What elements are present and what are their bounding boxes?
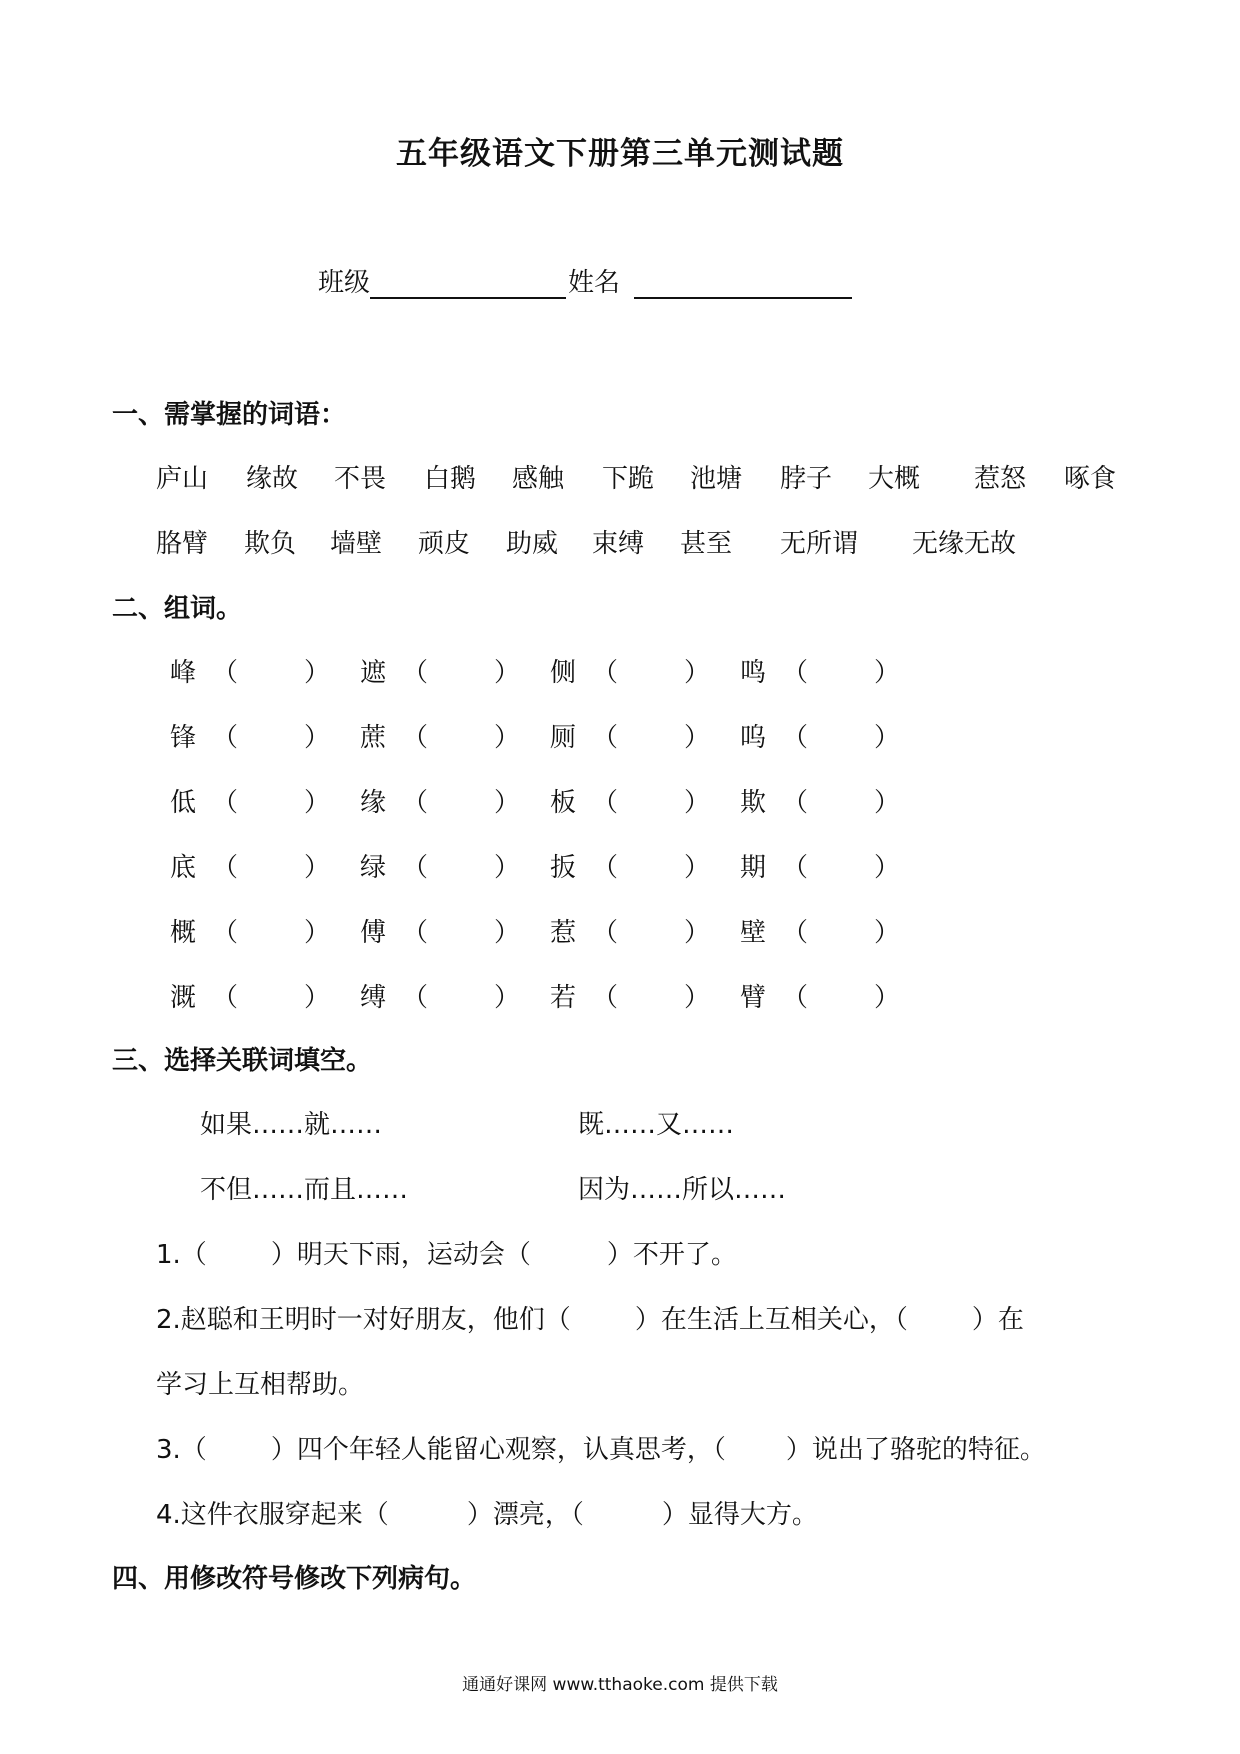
- answer-close-paren: ）: [684, 853, 711, 883]
- question-1: [156, 1234, 737, 1271]
- answer-close-paren: ）: [684, 918, 711, 948]
- base-character: 壁: [740, 918, 767, 948]
- question-2-continued: 学习上互相帮助。: [156, 1370, 365, 1400]
- answer-open-paren[interactable]: （: [782, 723, 809, 753]
- base-character: 缚: [360, 983, 387, 1013]
- question-text: 2.赵聪和王明时一对好朋友，他们（: [156, 1305, 571, 1335]
- answer-open-paren[interactable]: （: [592, 918, 619, 948]
- conjunction-option: 如果……就……: [200, 1110, 383, 1140]
- question-text: ）说出了骆驼的特征。: [785, 1435, 1046, 1465]
- answer-open-paren[interactable]: （: [212, 658, 239, 688]
- answer-close-paren: ）: [494, 918, 521, 948]
- answer-close-paren: ）: [874, 723, 901, 753]
- base-character: 锋: [170, 723, 197, 753]
- vocab-word: 顽皮: [418, 529, 471, 559]
- question-4: [156, 1494, 818, 1531]
- class-label: 班级: [318, 268, 371, 298]
- name-blank[interactable]: [634, 267, 852, 299]
- answer-open-paren[interactable]: （: [212, 788, 239, 818]
- answer-open-paren[interactable]: （: [402, 853, 429, 883]
- answer-close-paren: ）: [874, 983, 901, 1013]
- base-character: 呜: [740, 723, 767, 753]
- section4-heading: 四、用修改符号修改下列病句。: [112, 1564, 477, 1594]
- conjunction-option: 既……又……: [578, 1110, 735, 1140]
- base-character: 溉: [170, 983, 197, 1013]
- answer-close-paren: ）: [494, 658, 521, 688]
- vocab-word: 束缚: [592, 529, 645, 559]
- answer-open-paren[interactable]: （: [592, 983, 619, 1013]
- base-character: 蔗: [360, 723, 387, 753]
- base-character: 若: [550, 983, 577, 1013]
- answer-open-paren[interactable]: （: [402, 983, 429, 1013]
- base-character: 遮: [360, 658, 387, 688]
- answer-open-paren[interactable]: （: [212, 983, 239, 1013]
- base-character: 傅: [360, 918, 387, 948]
- vocab-word: 甚至: [680, 529, 733, 559]
- answer-close-paren: ）: [304, 983, 331, 1013]
- answer-close-paren: ）: [684, 723, 711, 753]
- class-blank[interactable]: [370, 267, 566, 299]
- base-character: 底: [170, 853, 197, 883]
- vocab-word: 庐山: [156, 464, 209, 494]
- question-2: [156, 1299, 1024, 1336]
- question-text: ）在生活上互相关心，（: [634, 1305, 908, 1335]
- base-character: 臂: [740, 983, 767, 1013]
- answer-open-paren[interactable]: （: [402, 658, 429, 688]
- answer-close-paren: ）: [684, 658, 711, 688]
- vocab-word: 欺负: [244, 529, 297, 559]
- answer-open-paren[interactable]: （: [782, 983, 809, 1013]
- question-text: ）明天下雨，运动会（: [270, 1240, 531, 1270]
- base-character: 欺: [740, 788, 767, 818]
- question-3: [156, 1429, 1046, 1466]
- section3-heading: 三、选择关联词填空。: [112, 1046, 373, 1076]
- base-character: 扳: [550, 853, 577, 883]
- vocab-word: 惹怒: [974, 464, 1027, 494]
- answer-open-paren[interactable]: （: [782, 918, 809, 948]
- base-character: 概: [170, 918, 197, 948]
- student-info: [318, 262, 852, 299]
- base-character: 峰: [170, 658, 197, 688]
- vocab-word: 无缘无故: [912, 529, 1017, 559]
- answer-close-paren: ）: [304, 788, 331, 818]
- vocab-word: 下跪: [602, 464, 655, 494]
- answer-open-paren[interactable]: （: [402, 788, 429, 818]
- base-character: 期: [740, 853, 767, 883]
- question-text: ）漂亮，（: [466, 1500, 584, 1530]
- question-text: 3.（: [156, 1435, 207, 1465]
- vocab-word: 大概: [868, 464, 921, 494]
- answer-close-paren: ）: [684, 983, 711, 1013]
- answer-close-paren: ）: [684, 788, 711, 818]
- question-text: ）显得大方。: [661, 1500, 818, 1530]
- base-character: 绿: [360, 853, 387, 883]
- base-character: 低: [170, 788, 197, 818]
- base-character: 鸣: [740, 658, 767, 688]
- answer-open-paren[interactable]: （: [592, 658, 619, 688]
- vocab-word: 胳臂: [156, 529, 209, 559]
- question-text: 1.（: [156, 1240, 207, 1270]
- vocab-word: 感触: [512, 464, 565, 494]
- section1-heading: 一、需掌握的词语：: [112, 400, 347, 430]
- base-character: 厕: [550, 723, 577, 753]
- vocab-word: 缘故: [246, 464, 299, 494]
- answer-close-paren: ）: [874, 853, 901, 883]
- vocab-word: 池塘: [690, 464, 743, 494]
- vocab-word: 不畏: [334, 464, 387, 494]
- base-character: 侧: [550, 658, 577, 688]
- answer-close-paren: ）: [494, 723, 521, 753]
- vocab-word: 无所谓: [780, 529, 859, 559]
- answer-close-paren: ）: [494, 853, 521, 883]
- page-title: 五年级语文下册第三单元测试题: [396, 136, 844, 172]
- base-character: 缘: [360, 788, 387, 818]
- answer-open-paren[interactable]: （: [592, 723, 619, 753]
- answer-open-paren[interactable]: （: [402, 723, 429, 753]
- answer-close-paren: ）: [304, 723, 331, 753]
- answer-open-paren[interactable]: （: [782, 658, 809, 688]
- answer-open-paren[interactable]: （: [212, 853, 239, 883]
- conjunction-option: 不但……而且……: [200, 1175, 409, 1205]
- question-text: ）四个年轻人能留心观察，认真思考，（: [270, 1435, 726, 1465]
- vocab-word: 助威: [506, 529, 559, 559]
- vocab-word: 脖子: [780, 464, 833, 494]
- answer-open-paren[interactable]: （: [402, 918, 429, 948]
- base-character: 板: [550, 788, 577, 818]
- answer-close-paren: ）: [874, 658, 901, 688]
- answer-open-paren[interactable]: （: [212, 918, 239, 948]
- answer-close-paren: ）: [874, 788, 901, 818]
- question-text: ）在: [971, 1305, 1024, 1335]
- answer-open-paren[interactable]: （: [592, 853, 619, 883]
- vocab-word: 白鹅: [424, 464, 477, 494]
- answer-close-paren: ）: [304, 853, 331, 883]
- section2-heading: 二、组词。: [112, 594, 243, 624]
- answer-open-paren[interactable]: （: [212, 723, 239, 753]
- footer-source: 通通好课网 www.tthaoke.com 提供下载: [462, 1675, 778, 1695]
- answer-open-paren[interactable]: （: [782, 788, 809, 818]
- answer-open-paren[interactable]: （: [782, 853, 809, 883]
- conjunction-option: 因为……所以……: [578, 1175, 787, 1205]
- question-text: 4.这件衣服穿起来（: [156, 1500, 389, 1530]
- answer-close-paren: ）: [494, 983, 521, 1013]
- vocab-word: 啄食: [1064, 464, 1117, 494]
- answer-close-paren: ）: [304, 658, 331, 688]
- answer-close-paren: ）: [874, 918, 901, 948]
- answer-open-paren[interactable]: （: [592, 788, 619, 818]
- answer-close-paren: ）: [494, 788, 521, 818]
- base-character: 惹: [550, 918, 577, 948]
- question-text: ）不开了。: [606, 1240, 737, 1270]
- vocab-word: 墙壁: [330, 529, 383, 559]
- answer-close-paren: ）: [304, 918, 331, 948]
- name-label: 姓名: [568, 268, 621, 298]
